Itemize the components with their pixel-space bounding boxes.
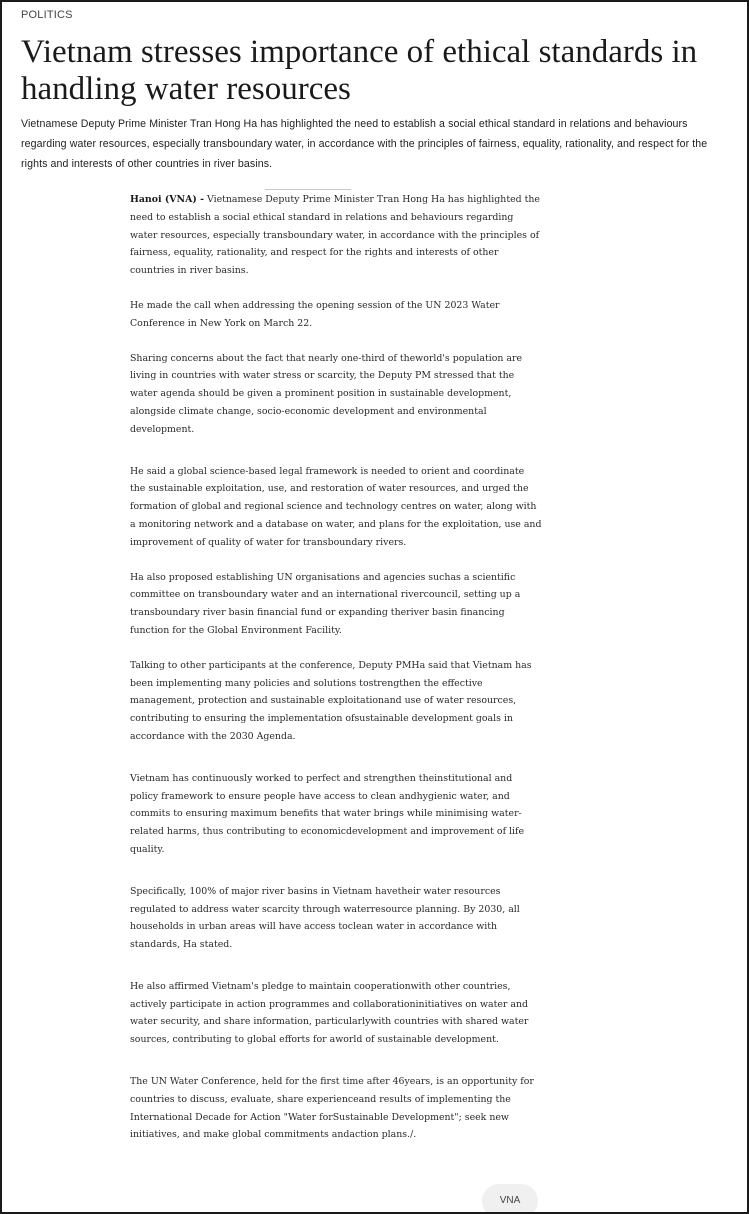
paragraph-text: Vietnamese Deputy Prime Minister Tran Hong Ha has highlighted the need to establish a social ethical standard in relations and behaviours regarding water resources, especially transboundary water, in accordance with the principles of fairness, equality, rationality, and respect for the rights and interests of other countries in river basins. [130,194,540,277]
category-label[interactable]: POLITICS [21,9,73,21]
paragraph-4: He said a global science-based legal framework is needed to orient and coordinate the sustainable exploitation, use, and restoration of water resources, and urged the formation of global and regional science and technology centres on water, along with a monitoring network and a database on water, and plans for the exploitation, use and improvement of quality of water for transboundary rivers. [130,465,542,548]
paragraph-3: Sharing concerns about the fact that nearly one-third of theworld's population are living in countries with water stress or scarcity, the Deputy PM stressed that the water agenda should be given a prominent position in sustainable development, alongside climate change, socio-economic development and environmental development. [130,352,523,435]
paragraph-2: He made the call when addressing the opening session of the UN 2023 Water Conference in New York on March 22. [130,299,500,329]
paragraph-8: Specifically, 100% of major river basins in Vietnam havetheir water resources regulated to address water scarcity through waterresource planning. By 2030, all households in urban areas will have access toclean water in accordance with standards, Ha stated. [130,885,520,951]
paragraph-9: He also affirmed Vietnam's pledge to maintain cooperationwith other countries, actively participate in action programmes and collaborationinitiatives on water and water security, and share information, particularlywith countries with shared water sources, contributing to global efforts for aworld of sustainable development. [130,980,529,1046]
dateline: Hanoi (VNA) - [130,194,204,205]
divider [265,189,351,190]
article-title: Vietnam stresses importance of ethical standards in handling water resources [21,34,698,107]
article-summary: Vietnamese Deputy Prime Minister Tran Hong Ha has highlighted the need to establish a social ethical standard in relations and behaviours regarding water resources, especially transboundary water, in accordance with the principles of fairness, equality, rationality, and respect for the rights and interests of other countries in river basins. [21,118,708,170]
source-tag[interactable]: VNA [482,1184,538,1214]
paragraph-7: Vietnam has continuously worked to perfect and strengthen theinstitutional and policy framework to ensure people have access to clean andhygienic water, and commits to ensuring maximum benefits that water brings while minimising water-related harms, thus contributing to economicdevelopment and improvement of life quality. [130,772,525,855]
paragraph-10: The UN Water Conference, held for the first time after 46years, is an opportunity for countries to discuss, evaluate, share experienceand results of implementing the International Decade for Action "Water forSustainable Development"; seek new initiatives, and make global commitments andaction plans./. [130,1076,534,1141]
paragraph-6: Talking to other participants at the conference, Deputy PMHa said that Vietnam has been implementing many policies and solutions tostrengthen the effective management, protection and sustainable exploitationand use of water resources, contributing to ensuring the implementation ofsustainable development goals in accordance with the 2030 Agenda. [130,659,532,742]
article-body [130,191,542,1161]
paragraph-5: Ha also proposed establishing UN organisations and agencies suchas a scientific committee on transboundary water and an international rivercouncil, setting up a transboundary river basin financial fund or expanding theriver basin financing function for the Global Environment Facility. [130,571,521,636]
paragraph-1 [130,191,542,280]
